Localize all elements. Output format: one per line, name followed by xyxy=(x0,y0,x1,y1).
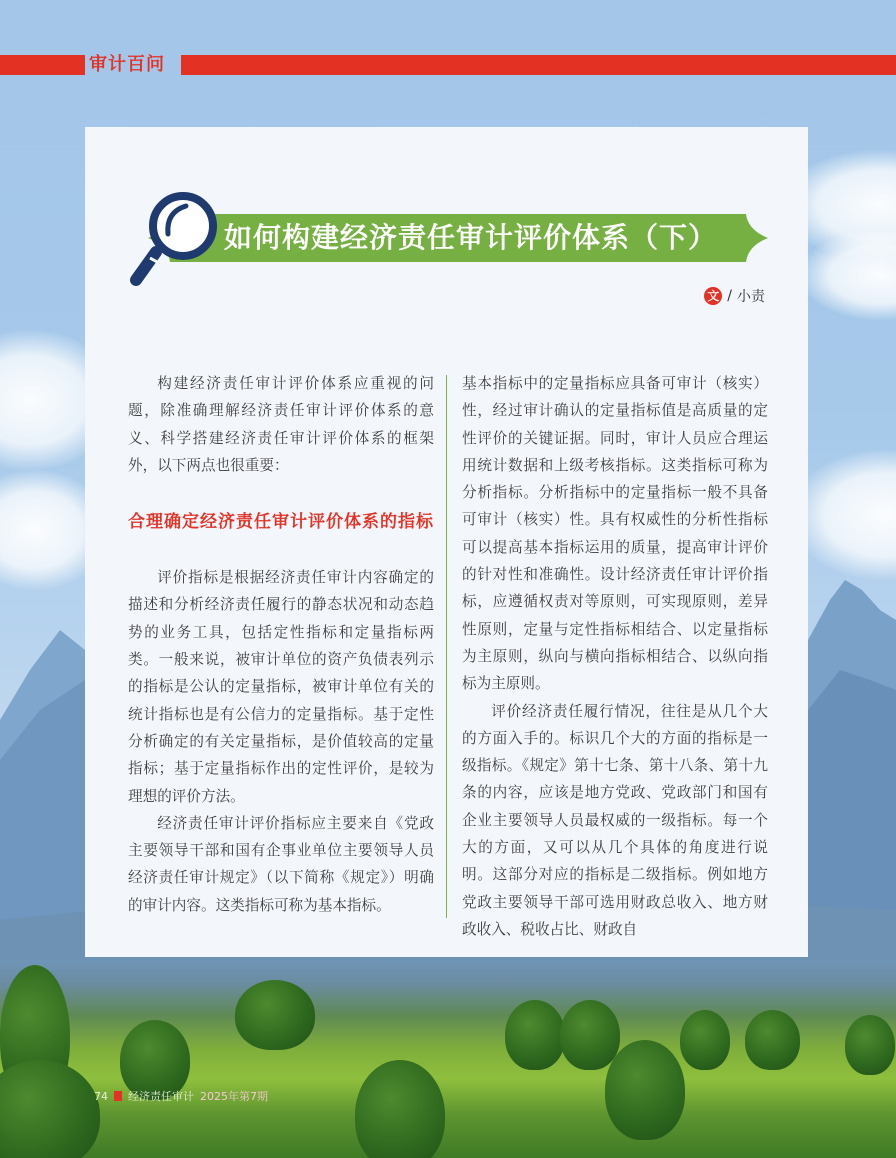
issue-label: 2025年第7期 xyxy=(200,1090,268,1103)
magazine-name: 经济责任审计 xyxy=(128,1090,194,1103)
right-column xyxy=(462,370,768,943)
body-paragraph: 评价指标是根据经济责任审计内容确定的描述和分析经济责任履行的静态状况和动态趋势的业务工具，包括定性指标和定量指标两类。一般来说，被审计单位的资产负债表列示的指标是公认的定量指标，被审计单位有关的统计指标也是有公信力的定量指标。基于定性分析确定的有关定量指标，是价值较高的定量指标；基于定量指标作出的定性评价，是较为理想的评价方法。 xyxy=(128,569,434,805)
page-number: 74 xyxy=(94,1089,108,1103)
section-label: 审计百问 xyxy=(89,54,165,75)
section-subheading: 合理确定经济责任审计评价体系的指标 xyxy=(128,512,434,533)
tree xyxy=(605,1040,685,1140)
header-band-left xyxy=(0,55,85,75)
tree xyxy=(505,1000,565,1070)
body-paragraph: 评价经济责任履行情况，往往是从几个大的方面入手的。标识几个大的方面的指标是一级指标。《规定》第十七条、第十八条、第十九条的内容，应该是地方党政、党政部门和国有企业主要领导人员最权威的一级指标。每一个大的方面，又可以从几个具体的角度进行说明。这部分对应的指标是二级指标。例如地方党政主要领导干部可选用财政总收入、地方财政收入、税收占比、财政自 xyxy=(462,702,768,938)
article-title: 如何构建经济责任审计评价体系（下） xyxy=(224,221,718,254)
tree xyxy=(560,1000,620,1070)
tree xyxy=(680,1010,730,1070)
column-divider xyxy=(446,375,447,918)
body-paragraph: 基本指标中的定量指标应具备可审计（核实）性，经过审计确认的定量指标值是高质量的定性评价的关键证据。同时，审计人员应合理运用统计数据和上级考核指标。这类指标可称为分析指标。分析指标中的定量指标一般不具备可审计（核实）性。具有权威性的分析性指标可以提高基本指标运用的质量，提高审计评价的针对性和准确性。设计经济责任审计评价指标，应遵循权责对等原则，可实现原则，差异性原则，定量与定性指标相结合、以定量指标为主原则，纵向与横向指标相结合、以纵向指标为主原则。 xyxy=(462,375,768,693)
article-title-block xyxy=(128,190,768,290)
header-band-right xyxy=(181,55,896,75)
magnifier-icon xyxy=(128,190,220,290)
byline-separator: / xyxy=(727,288,732,304)
left-column xyxy=(128,370,434,919)
footer-marker-icon xyxy=(114,1091,122,1101)
tree xyxy=(745,1010,800,1070)
tree xyxy=(845,1015,895,1075)
byline-badge: 文 xyxy=(704,287,722,305)
byline-author: 小责 xyxy=(737,289,765,305)
page-footer xyxy=(94,1088,268,1104)
body-paragraph: 经济责任审计评价指标应主要来自《党政主要领导干部和国有企事业单位主要领导人员经济责任审计规定》（以下简称《规定》）明确的审计内容。这类指标可称为基本指标。 xyxy=(128,814,434,914)
intro-paragraph: 构建经济责任审计评价体系应重视的问题，除准确理解经济责任审计评价体系的意义、科学搭建经济责任审计评价体系的框架外，以下两点也很重要： xyxy=(128,375,434,474)
byline xyxy=(704,286,765,306)
tree xyxy=(235,980,315,1050)
